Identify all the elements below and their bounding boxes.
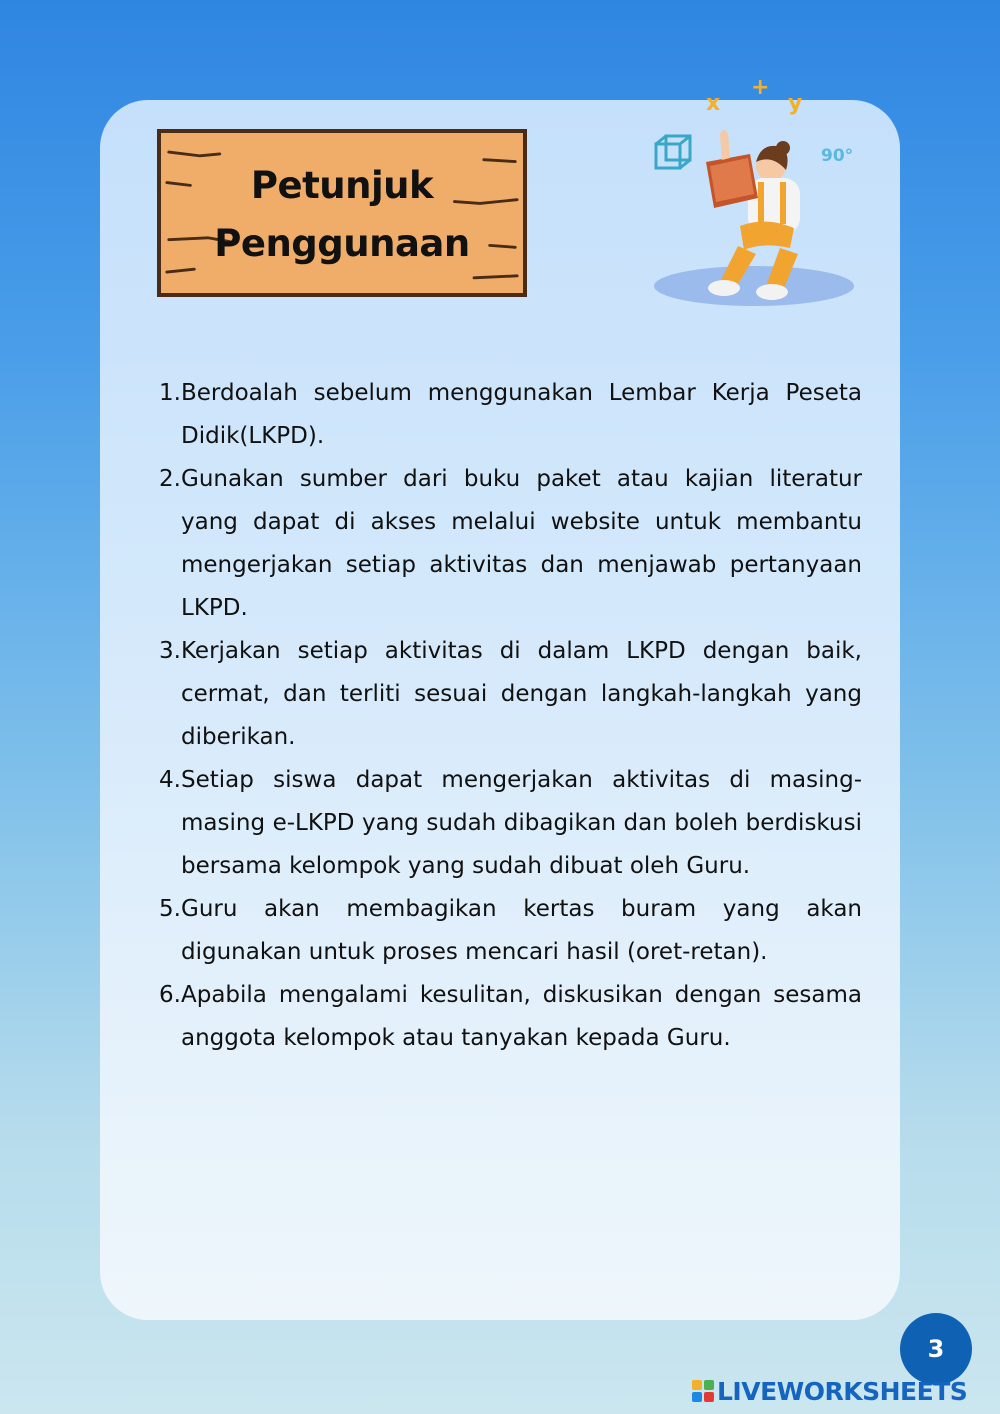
instruction-item [150, 372, 862, 458]
liveworksheets-logo[interactable] [692, 1374, 967, 1408]
instruction-item [150, 888, 862, 974]
instruction-text: Setiap siswa dapat mengerjakan aktivitas di masing-masing e-LKPD yang sudah dibagikan dan boleh berdiskusi bersama kelompok yang sudah dibuat oleh Guru. [181, 767, 862, 879]
cube-icon [656, 136, 690, 168]
x-symbol: x [706, 91, 721, 116]
page-number-badge: 3 [900, 1313, 972, 1385]
instruction-item [150, 974, 862, 1060]
instruction-list [150, 372, 862, 1060]
liveworksheets-icon [692, 1380, 714, 1402]
page-title-line-2: Penggunaan [214, 222, 470, 265]
title-sign [157, 129, 527, 297]
instruction-number: 5. [159, 896, 181, 922]
instruction-number: 1. [159, 380, 181, 406]
instruction-item [150, 759, 862, 888]
student-reading-illustration [640, 70, 870, 320]
page-title [161, 157, 523, 273]
instruction-text: Apabila mengalami kesulitan, diskusikan dengan sesama anggota kelompok atau tanyakan kepada Guru. [181, 982, 862, 1051]
instruction-text: Berdoalah sebelum menggunakan Lembar Kerja Peseta Didik(LKPD). [181, 380, 862, 449]
instruction-number: 2. [159, 466, 181, 492]
instruction-text: Kerjakan setiap aktivitas di dalam LKPD dengan baik, cermat, dan terliti sesuai dengan langkah-langkah yang diberikan. [181, 638, 862, 750]
instruction-text: Guru akan membagikan kertas buram yang akan digunakan untuk proses mencari hasil (oret-retan). [181, 896, 862, 965]
instruction-number: 3. [159, 638, 181, 664]
instruction-item [150, 630, 862, 759]
instruction-item [150, 458, 862, 630]
plus-symbol: + [751, 75, 770, 100]
page-title-line-1: Petunjuk [250, 164, 434, 207]
liveworksheets-wordmark: LIVEWORKSHEETS [717, 1376, 968, 1406]
angle-symbol: 90° [821, 146, 854, 166]
instruction-text: Gunakan sumber dari buku paket atau kajian literatur yang dapat di akses melalui website untuk membantu mengerjakan setiap aktivitas dan menjawab pertanyaan LKPD. [181, 466, 862, 621]
instruction-number: 4. [159, 767, 181, 793]
instruction-number: 6. [159, 982, 181, 1008]
y-symbol: y [788, 91, 803, 116]
